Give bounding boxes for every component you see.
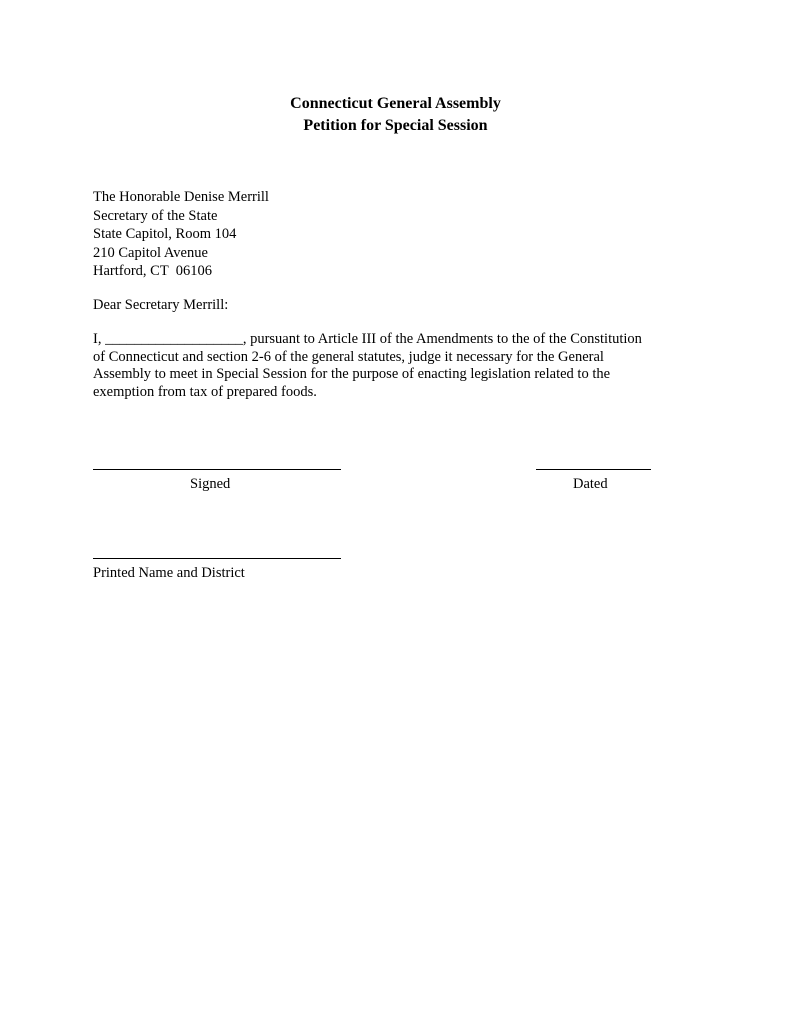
- address-line: The Honorable Denise Merrill: [93, 189, 269, 205]
- recipient-address: [93, 188, 269, 281]
- printed-name-line: [93, 558, 341, 559]
- title-line-1: Connecticut General Assembly: [290, 95, 501, 112]
- document-title: [0, 93, 791, 137]
- printed-name-label: Printed Name and District: [93, 565, 245, 581]
- signed-label: Signed: [190, 476, 231, 492]
- salutation: Dear Secretary Merrill:: [93, 297, 229, 313]
- dated-label: Dated: [573, 476, 608, 492]
- body-line: I, ___________________, pursuant to Article III of the Amendments to the of the Constitution: [93, 331, 642, 347]
- petition-body: [93, 331, 713, 401]
- address-line: 210 Capitol Avenue: [93, 244, 208, 261]
- address-line: Secretary of the State: [93, 207, 218, 224]
- body-line: of Connecticut and section 2-6 of the general statutes, judge it necessary for the General: [93, 348, 604, 365]
- signed-line: [93, 469, 341, 470]
- address-line: Hartford, CT 06106: [93, 263, 212, 279]
- dated-line: [536, 469, 651, 470]
- body-line: exemption from tax of prepared foods.: [93, 383, 317, 400]
- address-line: State Capitol, Room 104: [93, 226, 237, 242]
- title-line-2: Petition for Special Session: [303, 117, 488, 134]
- body-line: Assembly to meet in Special Session for the purpose of enacting legislation related to the: [93, 366, 611, 382]
